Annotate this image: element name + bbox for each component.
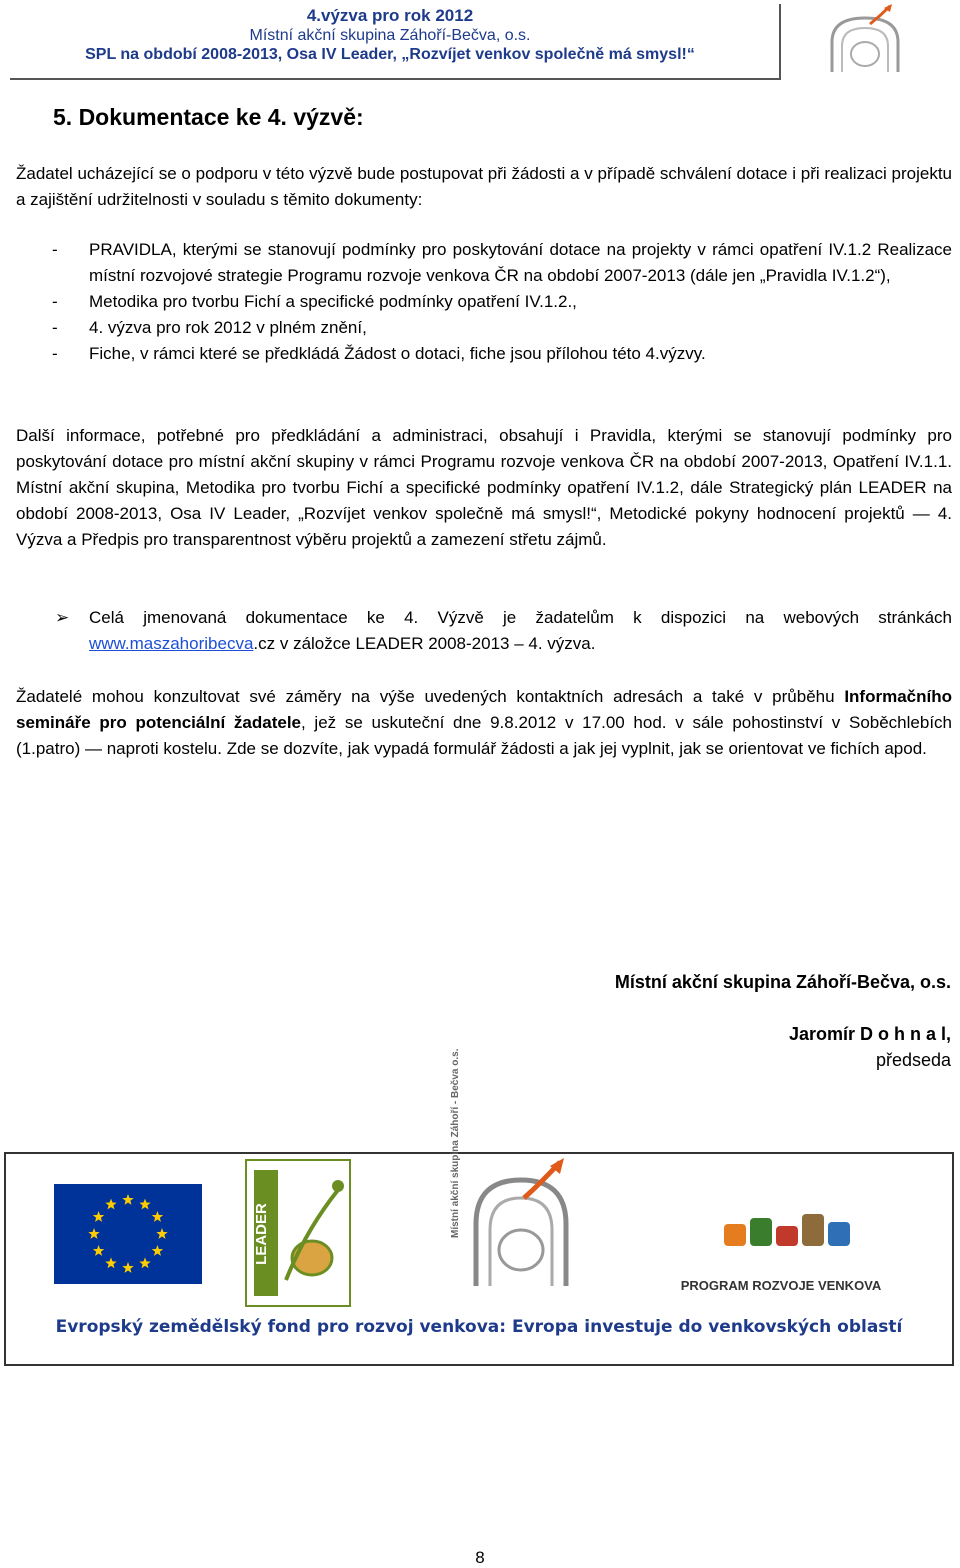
mas-logo-small — [810, 4, 920, 78]
list-item — [16, 289, 952, 315]
bullet-text: Celá jmenovaná dokumentace ke 4. Výzvě je žadatelům k dispozici na webových stránkách — [89, 608, 952, 627]
intro-paragraph: Žadatel ucházející se o podporu v této výzvě bude postupovat při žádosti a v případě schválení dotace i při realizaci projektu a zajištění udržitelnosti v souladu s těmito dokumenty: — [16, 164, 952, 209]
prv-logo-text: PROGRAM ROZVOJE VENKOVA — [680, 1278, 882, 1293]
eu-flag-icon — [54, 1184, 202, 1284]
signature-role: předseda — [875, 1050, 951, 1070]
consult-text-start: Žadatelé mohou konzultovat své záměry na výše uvedených kontaktních adresách a také v průběhu — [16, 687, 835, 706]
mas-logo-text: Místní akční skupina Záhoří - Bečva o.s. — [450, 1048, 461, 1238]
documentation-bullet — [55, 605, 952, 657]
consult-text-end: , jež se uskuteční dne 9.8.2012 v 17.00 hod. v sále pohostinství v Soběchlebích (1.patro) — naproti kostelu. Zde se dozvíte, jak vypadá formulář žádosti a jak jej vyplnit, jak se orientovat ve fichích apod. — [16, 713, 953, 758]
page-header — [0, 0, 960, 82]
prv-logo — [646, 1204, 916, 1300]
document-list — [16, 237, 952, 367]
list-item — [16, 315, 952, 341]
list-item — [16, 237, 952, 289]
arrow-bullet-icon: ➢ — [55, 608, 70, 627]
header-vertical-divider — [779, 4, 781, 80]
list-dash: - — [52, 318, 58, 337]
list-item — [16, 341, 952, 367]
list-item-text: Metodika pro tvorbu Fichí a specifické podmínky opatření IV.1.2., — [89, 292, 577, 311]
list-item-text: 4. výzva pro rok 2012 v plném znění, — [89, 318, 367, 337]
leader-logo-text: LEADER — [253, 1203, 270, 1265]
website-link[interactable]: www.maszahoribecva — [89, 634, 254, 653]
signature-org: Místní akční skupina Záhoří-Bečva, o.s. — [614, 972, 951, 992]
header-text — [0, 6, 780, 65]
page-number: 8 — [475, 1548, 485, 1567]
seminar-name: Informačního semináře pro potenciální žadatele — [16, 687, 952, 732]
list-dash: - — [52, 292, 58, 311]
header-program: SPL na období 2008-2013, Osa IV Leader, „Rozvíjet venkov společně má smysl!“ — [85, 46, 695, 63]
list-item-text: PRAVIDLA, kterými se stanovují podmínky pro poskytování dotace na projekty v rámci opatření IV.1.2 Realizace místní rozvojové strategie Programu rozvoje venkova ČR na období 2007-2013 (dále jen „Pravidla IV.1.2“), — [89, 240, 952, 285]
list-dash: - — [52, 344, 58, 363]
signature-name: Jaromír D o h n a l, — [788, 1024, 951, 1044]
list-dash: - — [52, 240, 58, 259]
fund-slogan: Evropský zemědělský fond pro rozvoj venkova: Evropa investuje do venkovských oblastí — [55, 1317, 903, 1337]
section-title: 5. Dokumentace ke 4. výzvě: — [53, 104, 364, 130]
leader-logo — [246, 1160, 350, 1306]
list-item-text: Fiche, v rámci které se předkládá Žádost o dotaci, fiche jsou přílohou této 4.výzvy. — [89, 344, 706, 363]
consult-paragraph — [16, 684, 952, 762]
mas-logo — [446, 1048, 596, 1298]
header-divider — [10, 78, 780, 80]
header-call-title: 4.výzva pro rok 2012 — [306, 6, 474, 25]
bullet-after-link: .cz v záložce LEADER 2008-2013 – 4. výzva. — [253, 634, 596, 653]
more-info-paragraph: Další informace, potřebné pro předkládání a administraci, obsahují i Pravidla, kterými se stanovují podmínky pro poskytování dotace pro místní akční skupiny v rámci Programu rozvoje venkova ČR na období 2007-2013, Opatření IV.1.1. Místní akční skupina, Metodika pro tvorbu Fichí a specifické podmínky opatření IV.1.2, dále Strategický plán LEADER na období 2008-2013, Osa IV Leader, „Rozvíjet venkov společně má smysl!“, Metodické pokyny hodnocení projektů — 4. Výzva a Předpis pro transparentnost výběru projektů a zamezení střetu zájmů. — [16, 426, 952, 549]
header-org-name: Místní akční skupina Záhoří-Bečva, o.s. — [249, 27, 531, 44]
